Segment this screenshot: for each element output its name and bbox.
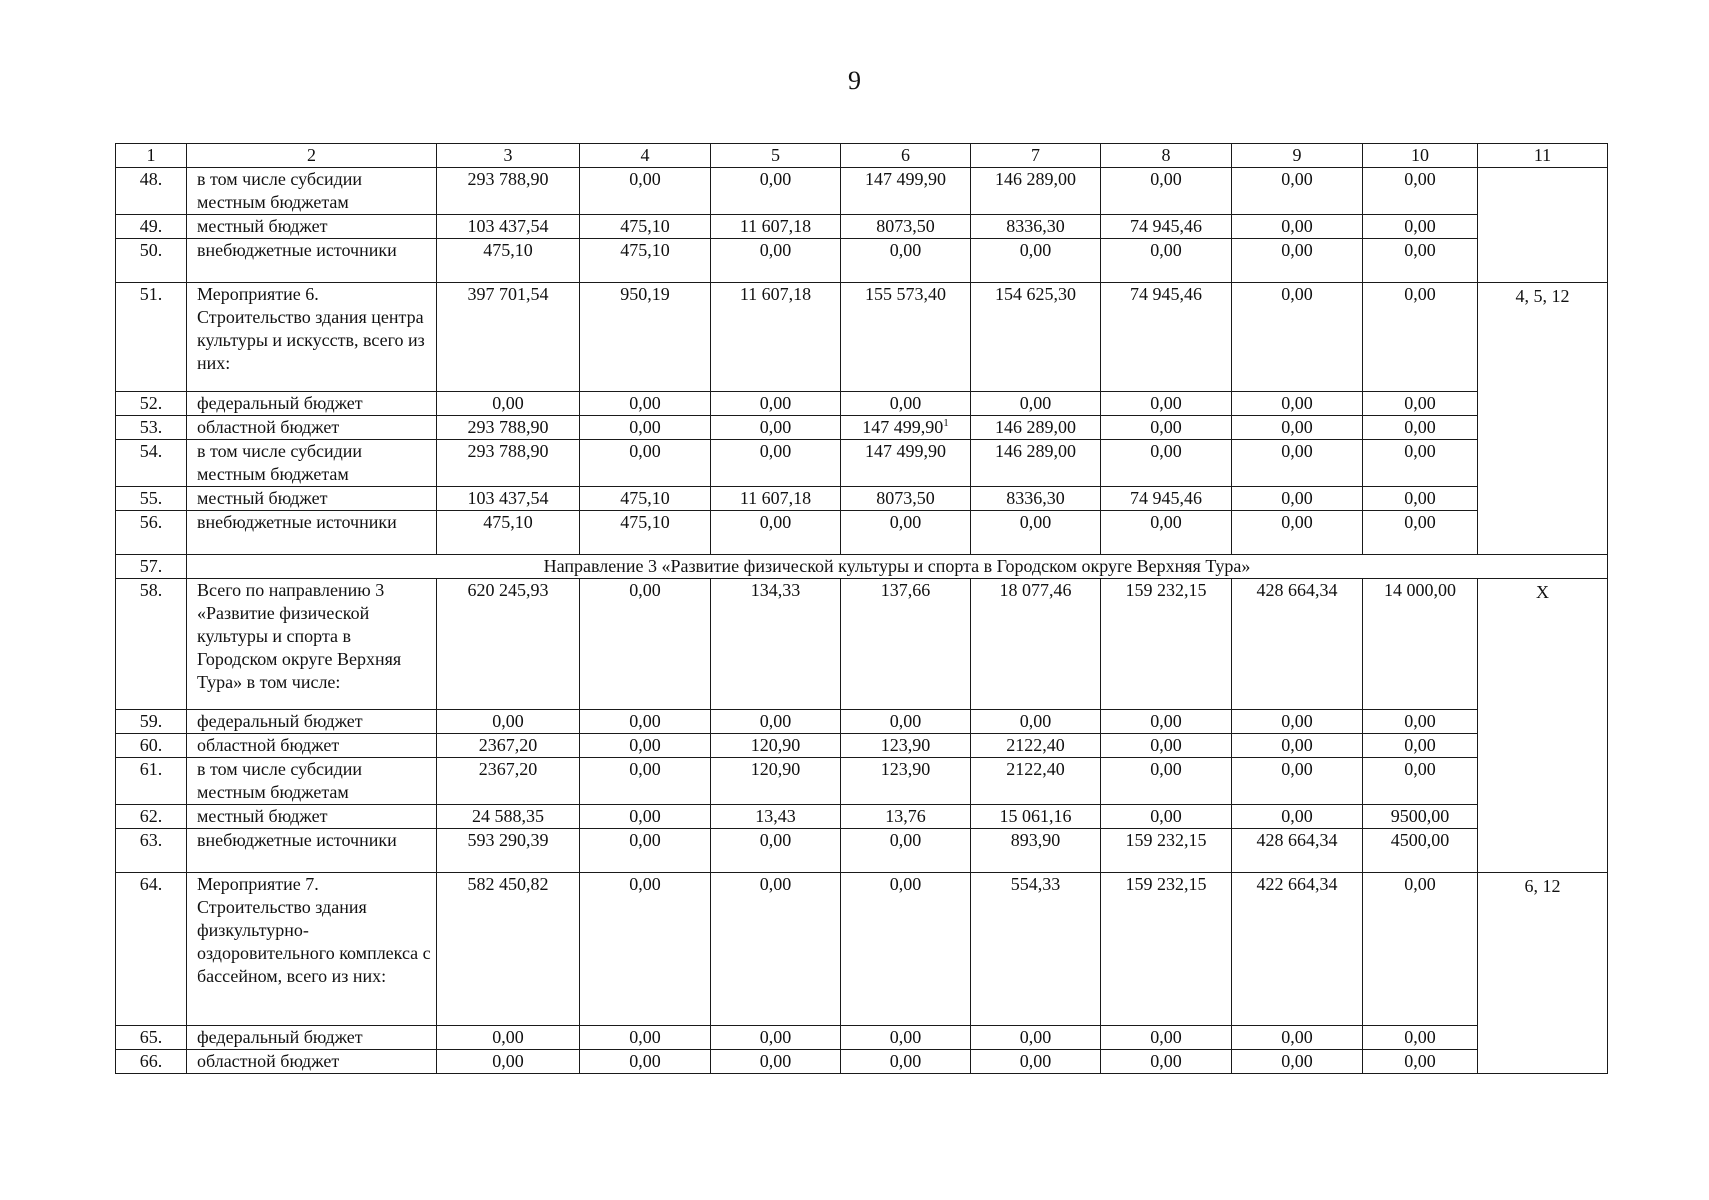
value-cell: 0,00 bbox=[1232, 758, 1363, 805]
value-cell: 0,00 bbox=[1101, 1026, 1232, 1050]
row-name: федеральный бюджет bbox=[187, 392, 437, 416]
value-cell: 0,00 bbox=[1232, 734, 1363, 758]
table-row bbox=[116, 758, 1608, 805]
row-name: внебюджетные источники bbox=[187, 239, 437, 283]
value-cell: 428 664,34 bbox=[1232, 829, 1363, 873]
value-cell: 0,00 bbox=[437, 710, 580, 734]
value-cell: 11 607,18 bbox=[711, 215, 841, 239]
value-cell: 18 077,46 bbox=[971, 579, 1101, 710]
value-cell: 0,00 bbox=[580, 440, 711, 487]
row-name: в том числе субсидии местным бюджетам bbox=[187, 758, 437, 805]
row-number: 52. bbox=[116, 392, 187, 416]
value-cell: 0,00 bbox=[580, 1026, 711, 1050]
row-number: 54. bbox=[116, 440, 187, 487]
value-cell: 0,00 bbox=[711, 239, 841, 283]
value-cell: 0,00 bbox=[1232, 283, 1363, 392]
row-number: 59. bbox=[116, 710, 187, 734]
value-cell: 475,10 bbox=[580, 239, 711, 283]
table-row bbox=[116, 239, 1608, 283]
value-cell: 0,00 bbox=[580, 392, 711, 416]
row-number: 64. bbox=[116, 873, 187, 1026]
value-cell: 2122,40 bbox=[971, 758, 1101, 805]
value-cell: 24 588,35 bbox=[437, 805, 580, 829]
value-cell: 123,90 bbox=[841, 734, 971, 758]
value-cell: 0,00 bbox=[841, 239, 971, 283]
value-cell: 0,00 bbox=[1363, 734, 1478, 758]
value-cell: 0,00 bbox=[1363, 215, 1478, 239]
value-cell: 0,00 bbox=[580, 734, 711, 758]
value-cell: 0,00 bbox=[580, 829, 711, 873]
row-name: областной бюджет bbox=[187, 734, 437, 758]
value-cell: 0,00 bbox=[841, 710, 971, 734]
value-cell: 123,90 bbox=[841, 758, 971, 805]
value-cell: 0,00 bbox=[580, 710, 711, 734]
value-cell: 0,00 bbox=[1232, 440, 1363, 487]
value-cell: 0,00 bbox=[1232, 215, 1363, 239]
value-cell: 0,00 bbox=[1363, 511, 1478, 555]
value-cell: 0,00 bbox=[1101, 758, 1232, 805]
value-cell: 146 289,00 bbox=[971, 440, 1101, 487]
value-cell: 0,00 bbox=[437, 1050, 580, 1074]
column-header: 8 bbox=[1101, 144, 1232, 168]
value-cell: 15 061,16 bbox=[971, 805, 1101, 829]
column-header: 2 bbox=[187, 144, 437, 168]
value-cell: 0,00 bbox=[1363, 416, 1478, 440]
column-header: 6 bbox=[841, 144, 971, 168]
column-header: 3 bbox=[437, 144, 580, 168]
value-cell: 554,33 bbox=[971, 873, 1101, 1026]
table-row bbox=[116, 511, 1608, 555]
value-cell: 0,00 bbox=[1101, 416, 1232, 440]
value-cell: 146 289,00 bbox=[971, 168, 1101, 215]
table-row bbox=[116, 392, 1608, 416]
value-cell: 0,00 bbox=[711, 1050, 841, 1074]
value-cell: 0,00 bbox=[711, 416, 841, 440]
value-cell: 397 701,54 bbox=[437, 283, 580, 392]
value-cell: 0,00 bbox=[971, 1026, 1101, 1050]
value-cell: 0,00 bbox=[841, 1026, 971, 1050]
table-row bbox=[116, 440, 1608, 487]
row-name: внебюджетные источники bbox=[187, 511, 437, 555]
goal-cell: Х bbox=[1478, 579, 1608, 873]
value-cell: 293 788,90 bbox=[437, 168, 580, 215]
value-cell: 0,00 bbox=[580, 416, 711, 440]
table-row bbox=[116, 1026, 1608, 1050]
value-cell: 0,00 bbox=[437, 392, 580, 416]
value-cell: 620 245,93 bbox=[437, 579, 580, 710]
value-cell: 0,00 bbox=[1232, 168, 1363, 215]
row-number: 66. bbox=[116, 1050, 187, 1074]
value-cell: 0,00 bbox=[711, 710, 841, 734]
value-cell: 13,43 bbox=[711, 805, 841, 829]
table-row bbox=[116, 873, 1608, 1026]
table-row bbox=[116, 710, 1608, 734]
value-cell: 0,00 bbox=[711, 873, 841, 1026]
value-cell: 0,00 bbox=[1101, 734, 1232, 758]
value-cell: 137,66 bbox=[841, 579, 971, 710]
value-cell: 0,00 bbox=[1363, 392, 1478, 416]
value-cell: 0,00 bbox=[1363, 758, 1478, 805]
value-cell: 146 289,00 bbox=[971, 416, 1101, 440]
value-cell: 0,00 bbox=[1101, 710, 1232, 734]
row-name: Мероприятие 7. Строительство здания физкультурно-оздоровительного комплекса с бассейном, всего из них: bbox=[187, 873, 437, 1026]
row-name: областной бюджет bbox=[187, 416, 437, 440]
value-cell: 0,00 bbox=[1232, 1026, 1363, 1050]
value-cell: 0,00 bbox=[841, 511, 971, 555]
row-name: Всего по направлению 3 «Развитие физической культуры и спорта в Городском округе Верхняя Тура» в том числе: bbox=[187, 579, 437, 710]
value-cell: 4500,00 bbox=[1363, 829, 1478, 873]
value-cell: 0,00 bbox=[971, 1050, 1101, 1074]
value-cell: 0,00 bbox=[1232, 511, 1363, 555]
value-cell: 0,00 bbox=[971, 239, 1101, 283]
row-name: местный бюджет bbox=[187, 215, 437, 239]
row-name: областной бюджет bbox=[187, 1050, 437, 1074]
goal-cell: 6, 12 bbox=[1478, 873, 1608, 1074]
value-cell: 0,00 bbox=[1363, 440, 1478, 487]
row-name: в том числе субсидии местным бюджетам bbox=[187, 168, 437, 215]
table-row bbox=[116, 168, 1608, 215]
value-cell: 0,00 bbox=[1363, 283, 1478, 392]
row-number: 48. bbox=[116, 168, 187, 215]
value-cell: 103 437,54 bbox=[437, 487, 580, 511]
value-cell: 0,00 bbox=[711, 440, 841, 487]
value-cell: 159 232,15 bbox=[1101, 829, 1232, 873]
row-name: федеральный бюджет bbox=[187, 1026, 437, 1050]
row-name: федеральный бюджет bbox=[187, 710, 437, 734]
footnote-mark: 1 bbox=[943, 417, 949, 429]
table-row bbox=[116, 1050, 1608, 1074]
value-cell: 0,00 bbox=[711, 829, 841, 873]
table-row bbox=[116, 734, 1608, 758]
row-number: 65. bbox=[116, 1026, 187, 1050]
value-cell: 475,10 bbox=[580, 487, 711, 511]
goal-cell: 4, 5, 12 bbox=[1478, 283, 1608, 555]
value-cell: 2367,20 bbox=[437, 758, 580, 805]
table-row bbox=[116, 829, 1608, 873]
value-cell: 120,90 bbox=[711, 734, 841, 758]
column-header: 9 bbox=[1232, 144, 1363, 168]
value-cell: 950,19 bbox=[580, 283, 711, 392]
value-cell: 0,00 bbox=[1363, 168, 1478, 215]
column-header: 10 bbox=[1363, 144, 1478, 168]
value-cell: 0,00 bbox=[971, 511, 1101, 555]
row-number: 62. bbox=[116, 805, 187, 829]
row-number: 60. bbox=[116, 734, 187, 758]
value-cell: 0,00 bbox=[1101, 392, 1232, 416]
value-cell: 0,00 bbox=[841, 392, 971, 416]
value-cell: 11 607,18 bbox=[711, 487, 841, 511]
row-number: 58. bbox=[116, 579, 187, 710]
column-header: 11 bbox=[1478, 144, 1608, 168]
value-cell: 0,00 bbox=[1232, 416, 1363, 440]
row-name: в том числе субсидии местным бюджетам bbox=[187, 440, 437, 487]
value-cell: 893,90 bbox=[971, 829, 1101, 873]
value-cell: 0,00 bbox=[1232, 239, 1363, 283]
row-number: 55. bbox=[116, 487, 187, 511]
value-cell: 2367,20 bbox=[437, 734, 580, 758]
value-cell: 0,00 bbox=[971, 710, 1101, 734]
value-cell: 0,00 bbox=[1232, 487, 1363, 511]
value-cell: 0,00 bbox=[1232, 805, 1363, 829]
value-cell: 0,00 bbox=[711, 511, 841, 555]
value-cell: 0,00 bbox=[1363, 1050, 1478, 1074]
value-cell: 147 499,90 bbox=[841, 168, 971, 215]
value-cell: 74 945,46 bbox=[1101, 487, 1232, 511]
value-cell: 13,76 bbox=[841, 805, 971, 829]
value-cell: 9500,00 bbox=[1363, 805, 1478, 829]
value-cell: 8336,30 bbox=[971, 487, 1101, 511]
value-cell: 293 788,90 bbox=[437, 440, 580, 487]
row-number: 57. bbox=[116, 555, 187, 579]
table-row bbox=[116, 215, 1608, 239]
value-cell: 0,00 bbox=[1363, 1026, 1478, 1050]
value-cell: 293 788,90 bbox=[437, 416, 580, 440]
row-number: 61. bbox=[116, 758, 187, 805]
header-row bbox=[116, 144, 1608, 168]
value-cell: 120,90 bbox=[711, 758, 841, 805]
value-cell: 0,00 bbox=[580, 873, 711, 1026]
value-cell: 11 607,18 bbox=[711, 283, 841, 392]
value-cell: 0,00 bbox=[1101, 1050, 1232, 1074]
value-cell: 147 499,90 bbox=[841, 440, 971, 487]
row-number: 49. bbox=[116, 215, 187, 239]
value-cell: 0,00 bbox=[1101, 239, 1232, 283]
row-name: внебюджетные источники bbox=[187, 829, 437, 873]
table-row bbox=[116, 805, 1608, 829]
page-number: 9 bbox=[848, 66, 861, 95]
value-cell: 0,00 bbox=[971, 392, 1101, 416]
goal-cell bbox=[1478, 168, 1608, 283]
table-body bbox=[116, 144, 1608, 1074]
value-cell: 0,00 bbox=[1101, 511, 1232, 555]
value-cell: 74 945,46 bbox=[1101, 283, 1232, 392]
value-cell: 475,10 bbox=[580, 511, 711, 555]
direction-title: Направление 3 «Развитие физической культуры и спорта в Городском округе Верхняя Тура» bbox=[187, 555, 1608, 579]
value-cell: 422 664,34 bbox=[1232, 873, 1363, 1026]
value-cell: 0,00 bbox=[1101, 805, 1232, 829]
row-number: 53. bbox=[116, 416, 187, 440]
value-cell: 8073,50 bbox=[841, 487, 971, 511]
table-row bbox=[116, 283, 1608, 392]
value-cell: 0,00 bbox=[841, 873, 971, 1026]
column-header: 1 bbox=[116, 144, 187, 168]
value-cell: 0,00 bbox=[1101, 440, 1232, 487]
column-header: 4 bbox=[580, 144, 711, 168]
value-cell: 14 000,00 bbox=[1363, 579, 1478, 710]
row-number: 51. bbox=[116, 283, 187, 392]
value-cell: 154 625,30 bbox=[971, 283, 1101, 392]
table-row bbox=[116, 579, 1608, 710]
value-cell: 0,00 bbox=[580, 805, 711, 829]
value-cell: 0,00 bbox=[1232, 710, 1363, 734]
value-cell: 0,00 bbox=[711, 168, 841, 215]
value-cell: 0,00 bbox=[1363, 239, 1478, 283]
value-cell: 0,00 bbox=[841, 829, 971, 873]
value-cell: 159 232,15 bbox=[1101, 579, 1232, 710]
value-cell: 0,00 bbox=[1232, 392, 1363, 416]
value-cell: 0,00 bbox=[711, 392, 841, 416]
value-cell: 0,00 bbox=[1363, 487, 1478, 511]
value-cell: 0,00 bbox=[580, 1050, 711, 1074]
value-cell: 0,00 bbox=[1232, 1050, 1363, 1074]
table-row bbox=[116, 555, 1608, 579]
value-cell: 8336,30 bbox=[971, 215, 1101, 239]
value-cell: 0,00 bbox=[580, 579, 711, 710]
value-cell: 134,33 bbox=[711, 579, 841, 710]
column-header: 5 bbox=[711, 144, 841, 168]
value-cell: 0,00 bbox=[580, 168, 711, 215]
row-name: Мероприятие 6. Строительство здания центра культуры и искусств, всего из них: bbox=[187, 283, 437, 392]
value-cell: 159 232,15 bbox=[1101, 873, 1232, 1026]
row-name: местный бюджет bbox=[187, 487, 437, 511]
value-cell: 582 450,82 bbox=[437, 873, 580, 1026]
value-cell: 155 573,40 bbox=[841, 283, 971, 392]
row-number: 63. bbox=[116, 829, 187, 873]
value-cell: 0,00 bbox=[711, 1026, 841, 1050]
value-cell: 0,00 bbox=[841, 1050, 971, 1074]
value-cell: 475,10 bbox=[580, 215, 711, 239]
table-row bbox=[116, 487, 1608, 511]
value-cell: 0,00 bbox=[437, 1026, 580, 1050]
column-header: 7 bbox=[971, 144, 1101, 168]
value-cell: 147 499,90$^1$ bbox=[841, 416, 971, 440]
value-cell: 428 664,34 bbox=[1232, 579, 1363, 710]
value-cell: 103 437,54 bbox=[437, 215, 580, 239]
value-cell: 8073,50 bbox=[841, 215, 971, 239]
budget-table bbox=[115, 143, 1608, 1074]
row-name: местный бюджет bbox=[187, 805, 437, 829]
value-cell: 475,10 bbox=[437, 511, 580, 555]
value-cell: 2122,40 bbox=[971, 734, 1101, 758]
row-number: 56. bbox=[116, 511, 187, 555]
value-cell: 0,00 bbox=[1101, 168, 1232, 215]
value-cell: 475,10 bbox=[437, 239, 580, 283]
table-row bbox=[116, 416, 1608, 440]
value-cell: 0,00 bbox=[1363, 873, 1478, 1026]
value-cell: 0,00 bbox=[580, 758, 711, 805]
row-number: 50. bbox=[116, 239, 187, 283]
value-cell: 0,00 bbox=[1363, 710, 1478, 734]
value-cell: 593 290,39 bbox=[437, 829, 580, 873]
value-cell: 74 945,46 bbox=[1101, 215, 1232, 239]
